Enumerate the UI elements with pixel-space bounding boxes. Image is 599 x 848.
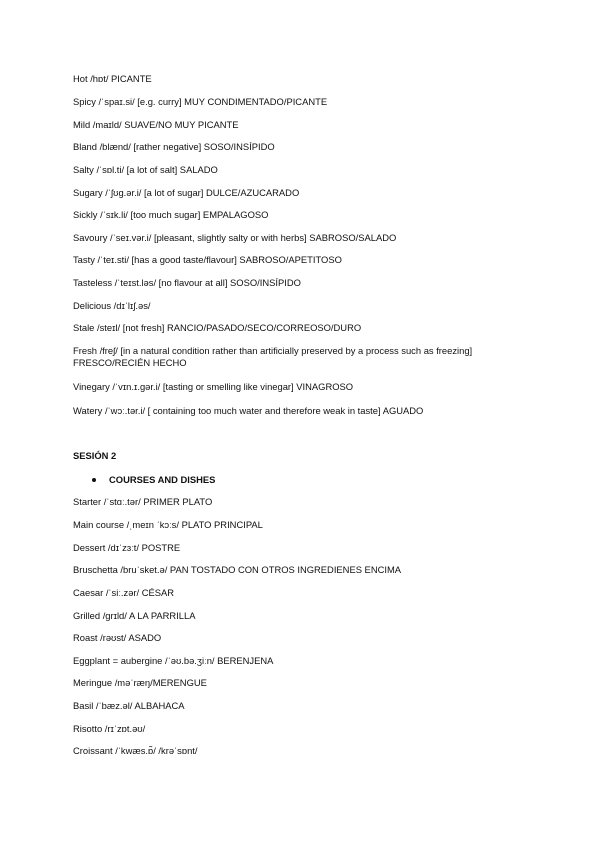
- dish-line-main-course: Main course /ˌmeɪn ˈkɔːs/ PLATO PRINCIPAL: [73, 519, 263, 530]
- vocab-line-mild: Mild /maɪld/ SUAVE/NO MUY PICANTE: [73, 119, 239, 130]
- section-title: SESIÓN 2: [73, 450, 117, 461]
- bullet-heading: COURSES AND DISHES: [109, 474, 216, 485]
- vocab-line-watery: Watery /ˈwɔː.tər.i/ [ containing too much water and therefore weak in taste] AGUADO: [73, 405, 424, 416]
- vocab-line-tasty: Tasty /ˈteɪ.sti/ [has a good taste/flavour] SABROSO/APETITOSO: [73, 254, 342, 265]
- dish-line-basil: Basil /ˈbæz.əl/ ALBAHACA: [73, 700, 185, 711]
- dish-line-meringue: Meringue /məˈræŋ/MERENGUE: [73, 677, 207, 688]
- vocab-line-sugary: Sugary /ˈʃʊɡ.ər.i/ [a lot of sugar] DULCE/AZUCARADO: [73, 187, 300, 198]
- vocab-line-spicy: Spicy /ˈspaɪ.si/ [e.g. curry] MUY CONDIMENTADO/PICANTE: [73, 96, 328, 107]
- dish-line-grilled: Grilled /ɡrɪld/ A LA PARRILLA: [73, 610, 196, 621]
- vocab-line-bland: Bland /blænd/ [rather negative] SOSO/INSÍPIDO: [73, 141, 275, 152]
- dish-line-bruschetta: Bruschetta /bruˈsket.ə/ PAN TOSTADO CON OTROS INGREDIENES ENCIMA: [73, 564, 402, 575]
- vocab-line-tasteless: Tasteless /ˈteɪst.ləs/ [no flavour at all] SOSO/INSÍPIDO: [73, 277, 301, 288]
- vocab-line-salty: Salty /ˈsɒl.ti/ [a lot of salt] SALADO: [73, 164, 218, 175]
- vocab-line-vinegary: Vinegary /ˈvɪn.ɪ.ɡər.i/ [tasting or smelling like vinegar] VINAGROSO: [73, 381, 354, 392]
- vocab-line-sickly: Sickly /ˈsɪk.li/ [too much sugar] EMPALAGOSO: [73, 209, 269, 220]
- dish-line-roast: Roast /rəʊst/ ASADO: [73, 632, 162, 643]
- bullet-icon: [92, 478, 96, 482]
- vocab-line-stale: Stale /steɪl/ [not fresh] RANCIO/PASADO/SECO/CORREOSO/DURO: [73, 322, 362, 333]
- dish-line-starter: Starter /ˈstɑː.tər/ PRIMER PLATO: [73, 496, 213, 507]
- vocab-line-delicious: Delicious /dɪˈlɪʃ.əs/: [73, 300, 151, 311]
- dish-line-dessert: Dessert /dɪˈzɜːt/ POSTRE: [73, 542, 181, 553]
- vocab-line-fresh: Fresh /freʃ/ [in a natural condition rather than artificially preserved by a process such as freezing] FRESCO/RECIÉN HECHO: [73, 345, 473, 368]
- vocab-line-savoury: Savoury /ˈseɪ.vər.i/ [pleasant, slightly salty or with herbs] SABROSO/SALADO: [73, 232, 397, 243]
- dish-line-eggplant: Eggplant = aubergine /ˈəʊ.bə.ʒiːn/ BERENJENA: [73, 655, 274, 666]
- dish-line-croissant: Croissant /ˈkwæs.ɒ̃/ /krəˈsɒnt/: [73, 745, 198, 756]
- vocab-line-hot: Hot /hɒt/ PICANTE: [73, 73, 152, 84]
- dish-line-caesar: Caesar /ˈsiː.zər/ CÉSAR: [73, 587, 175, 598]
- dish-line-risotto: Risotto /rɪˈzɒt.əʊ/: [73, 723, 146, 734]
